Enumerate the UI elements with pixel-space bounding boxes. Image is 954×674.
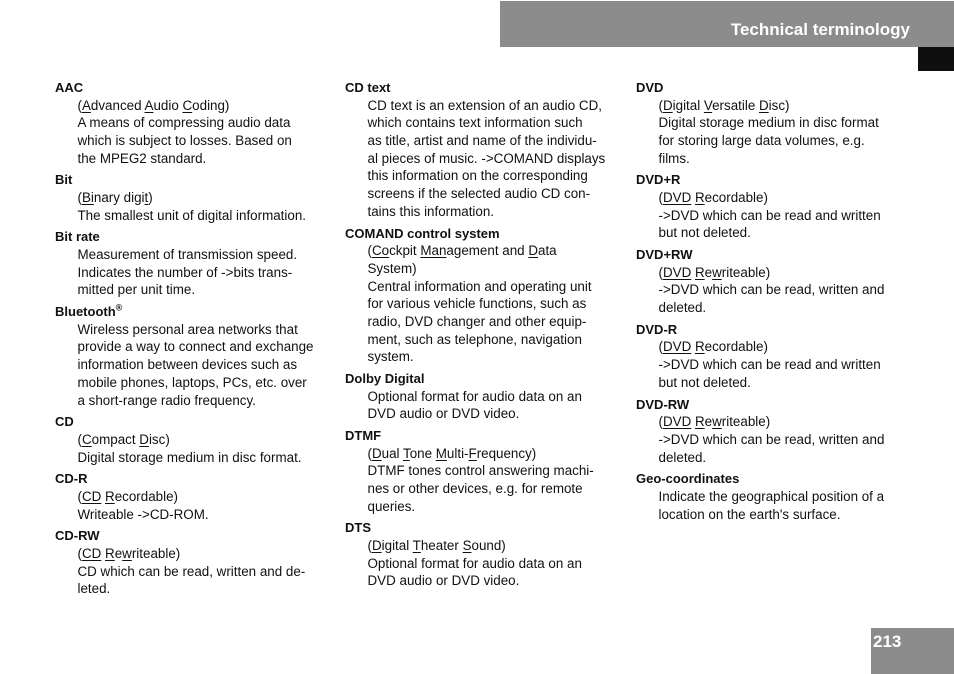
definition-line (368, 313, 636, 331)
page-title: Technical terminology (730, 20, 910, 39)
abbreviation-letter: DVD (662, 414, 692, 430)
abbreviation-letter: D (139, 431, 149, 447)
text-segment: dvanced (90, 97, 145, 113)
page-number: 213 (873, 632, 902, 651)
glossary-term-text: DTMF (345, 428, 382, 444)
abbreviation-letter: S (462, 538, 472, 554)
definition-line (368, 185, 636, 203)
text-segment: CD text is an extension of an audio CD, (367, 97, 602, 113)
glossary-term-text: DVD-R (636, 321, 678, 337)
glossary-definition (659, 338, 927, 391)
glossary-entry (55, 470, 345, 523)
definition-line (659, 299, 927, 317)
text-segment: screens if the selected audio CD con- (367, 186, 591, 202)
definition-line (659, 449, 927, 467)
text-segment: ( (77, 545, 82, 561)
definition-line (659, 413, 927, 431)
text-segment: ->DVD which can be read, written and (658, 431, 885, 447)
definition-line (368, 97, 636, 115)
text-segment: ckpit (389, 243, 421, 259)
definition-line (78, 392, 346, 410)
glossary-term-text: AAC (55, 80, 84, 95)
text-segment: which contains text information such (367, 115, 583, 131)
text-segment: riteable) (721, 414, 771, 430)
text-segment: for storing large data volumes, e.g. (658, 133, 865, 148)
definition-line (659, 488, 927, 506)
glossary-entry (55, 171, 345, 224)
glossary-definition (659, 488, 927, 523)
abbreviation-letter: C (81, 431, 92, 447)
glossary-term (636, 79, 926, 97)
text-segment: films. (658, 150, 690, 166)
glossary-entry (636, 396, 926, 467)
text-segment: Indicate the geographical position of a (658, 488, 885, 504)
text-segment: leted. (77, 581, 111, 597)
text-segment: queries. (367, 498, 416, 514)
abbreviation-letter: V (703, 97, 713, 113)
text-segment: The smallest unit of digital information. (77, 207, 306, 223)
abbreviation-letter: R (694, 339, 705, 355)
text-segment: nes or other devices, e.g. for remote (367, 481, 583, 497)
text-segment: ( (367, 243, 372, 259)
text-segment: the MPEG2 standard. (77, 150, 207, 166)
definition-line (659, 114, 927, 132)
definition-line (78, 488, 346, 506)
text-segment: ) (148, 190, 153, 205)
definition-line (78, 431, 346, 449)
abbreviation-letter: M (435, 445, 447, 461)
definition-line (368, 203, 636, 221)
text-segment: ual (381, 445, 403, 461)
abbreviation-letter: CD (81, 545, 102, 561)
abbreviation-letter: D (371, 538, 382, 554)
text-segment: provide a way to connect and exchange (77, 339, 314, 355)
abbreviation-letter: R (694, 264, 705, 280)
definition-line (78, 150, 346, 168)
glossary-term (636, 470, 926, 488)
definition-line (368, 572, 636, 590)
definition-line (78, 264, 346, 282)
glossary-definition (368, 537, 636, 590)
text-segment: System) (367, 260, 417, 276)
abbreviation-letter: D (528, 243, 538, 259)
text-segment: igital (672, 97, 704, 113)
text-segment: nary digi (93, 190, 145, 205)
definition-line (368, 278, 636, 296)
text-segment: ecordable) (704, 190, 768, 205)
glossary-column-3 (636, 79, 926, 527)
glossary-definition (78, 246, 346, 299)
abbreviation-letter: w (122, 545, 132, 561)
abbreviation-letter: R (694, 414, 705, 430)
glossary-definition (78, 321, 346, 410)
definition-line (78, 132, 346, 150)
glossary-term-text: Geo-coordinates (636, 471, 740, 487)
abbreviation-letter: A (81, 97, 91, 113)
glossary-entry (636, 171, 926, 242)
definition-line (368, 480, 636, 498)
text-segment: ( (658, 414, 663, 430)
definition-line (368, 331, 636, 349)
definition-line (78, 338, 346, 356)
text-segment: but not deleted. (658, 374, 751, 390)
definition-line (368, 445, 636, 463)
glossary-term (55, 228, 345, 246)
text-segment: for various vehicle functions, such as (367, 296, 587, 312)
definition-line (368, 462, 636, 480)
text-segment: but not deleted. (658, 225, 751, 241)
text-segment: information between devices such as (77, 357, 298, 373)
text-segment: a short-range radio frequency. (77, 392, 256, 408)
definition-line (368, 150, 636, 168)
abbreviation-letter: T (412, 538, 421, 554)
definition-line (659, 150, 927, 168)
abbreviation-letter: DVD (662, 339, 692, 355)
glossary-term-text: Bit (55, 172, 73, 188)
glossary-term-text: Bit rate (55, 229, 100, 245)
definition-line (659, 431, 927, 449)
text-segment: ( (658, 339, 663, 355)
definition-line (659, 97, 927, 115)
abbreviation-letter: Co (371, 243, 390, 259)
definition-line (368, 295, 636, 313)
definition-line (659, 207, 927, 225)
glossary-term (55, 470, 345, 488)
glossary-definition (368, 242, 636, 366)
text-segment: ecordable) (114, 488, 178, 504)
text-segment: oding) (192, 97, 230, 113)
text-segment: deleted. (658, 449, 707, 465)
definition-line (78, 563, 346, 581)
definition-line (78, 506, 346, 524)
definition-line (659, 189, 927, 207)
glossary-entry (55, 228, 345, 299)
text-segment: ersatile (712, 97, 759, 113)
glossary-term-text: DVD+RW (636, 247, 693, 263)
text-segment: ( (77, 488, 82, 504)
text-segment: ( (77, 97, 82, 113)
glossary-term (345, 79, 635, 97)
abbreviation-letter: D (759, 97, 769, 113)
glossary-term-text: CD-R (55, 471, 88, 487)
glossary-term-text: COMAND control system (345, 225, 500, 241)
definition-line (78, 449, 346, 467)
glossary-term (636, 396, 926, 414)
glossary-term-text: DVD+R (636, 172, 681, 188)
glossary-definition (659, 413, 927, 466)
text-segment: ment, such as telephone, navigation (367, 331, 582, 347)
text-segment: DVD audio or DVD video. (367, 406, 520, 422)
abbreviation-letter: w (712, 414, 722, 430)
glossary-entry (345, 79, 635, 221)
glossary-definition (78, 488, 346, 523)
text-segment: CD which can be read, written and de- (77, 563, 306, 579)
glossary-term (636, 246, 926, 264)
glossary-term (55, 303, 345, 321)
definition-line (368, 388, 636, 406)
text-segment: mitted per unit time. (77, 282, 196, 298)
glossary-entry (345, 427, 635, 515)
definition-line (78, 374, 346, 392)
glossary-term-text: Bluetooth (55, 304, 116, 320)
glossary-term-text: CD (55, 414, 74, 430)
glossary-entry (55, 303, 345, 409)
text-segment: radio, DVD changer and other equip- (367, 313, 587, 329)
text-segment: Digital storage medium in disc format. (77, 449, 302, 465)
text-segment: ->DVD which can be read and written (658, 207, 881, 223)
glossary-definition (659, 97, 927, 168)
glossary-entry (636, 321, 926, 392)
abbreviation-letter: R (105, 488, 115, 504)
text-segment: ompact (91, 431, 140, 447)
glossary-column-1 (55, 79, 345, 602)
glossary-entry (345, 225, 635, 367)
glossary-definition (368, 97, 636, 221)
text-segment: A means of compressing audio data (77, 115, 291, 131)
glossary-term (55, 171, 345, 189)
text-segment: location on the earth's surface. (658, 506, 841, 522)
text-segment: ecordable) (704, 339, 768, 355)
abbreviation-letter: T (403, 445, 410, 461)
text-segment: e (704, 414, 713, 430)
text-segment: ->DVD which can be read and written (658, 357, 881, 373)
text-segment: Writeable ->CD-ROM. (77, 506, 209, 522)
glossary-column-2 (345, 79, 635, 594)
text-segment: one (409, 445, 436, 461)
text-segment: udio (153, 97, 183, 113)
abbreviation-letter: F (468, 445, 477, 461)
definition-line (659, 338, 927, 356)
definition-line (78, 545, 346, 563)
text-segment: igital (381, 538, 413, 554)
text-segment: mobile phones, laptops, PCs, etc. over (77, 374, 307, 390)
definition-line (368, 405, 636, 423)
text-segment: ( (658, 264, 663, 280)
text-segment: heater (420, 538, 463, 554)
glossary-term (55, 413, 345, 431)
abbreviation-letter: R (694, 190, 705, 205)
text-segment: e (114, 545, 123, 561)
glossary-term-text: CD text (345, 80, 391, 95)
text-segment: Measurement of transmission speed. (77, 247, 298, 262)
text-segment: Central information and operating unit (367, 278, 592, 294)
definition-line (368, 537, 636, 555)
text-segment: isc) (148, 431, 170, 447)
definition-line (78, 189, 346, 207)
definition-line (78, 207, 346, 225)
glossary-term (345, 225, 635, 243)
text-segment: agement and (446, 243, 529, 259)
text-segment: as title, artist and name of the individu- (367, 133, 597, 148)
glossary-term (55, 527, 345, 545)
definition-line (659, 374, 927, 392)
glossary-term-text: Dolby Digital (345, 371, 425, 387)
definition-line (78, 580, 346, 598)
glossary-term-text: DTS (345, 520, 371, 536)
glossary-entry (55, 79, 345, 167)
definition-line (368, 167, 636, 185)
glossary-definition (78, 97, 346, 168)
header-bar (500, 1, 954, 47)
definition-line (78, 281, 346, 299)
abbreviation-letter: A (144, 97, 154, 113)
abbreviation-letter: t (144, 190, 149, 205)
definition-line (368, 555, 636, 573)
abbreviation-letter: DVD (662, 264, 692, 280)
glossary-term-text: DVD (636, 80, 664, 95)
abbreviation-letter: R (105, 545, 115, 561)
abbreviation-letter: DVD (662, 190, 692, 205)
text-segment: Optional format for audio data on an (367, 555, 582, 571)
glossary-definition (368, 445, 636, 516)
definition-line (659, 224, 927, 242)
glossary-term-text: CD-RW (55, 528, 100, 544)
text-segment: riteable) (131, 545, 181, 561)
definition-line (659, 132, 927, 150)
text-segment: this information on the corresponding (367, 168, 588, 184)
definition-line (78, 246, 346, 264)
glossary-term (55, 79, 345, 97)
glossary-definition (659, 264, 927, 317)
text-segment: system. (367, 349, 414, 365)
abbreviation-letter: Bi (81, 190, 94, 205)
glossary-definition (78, 431, 346, 466)
abbreviation-letter: D (371, 445, 382, 461)
glossary-entry (636, 79, 926, 167)
glossary-definition (368, 388, 636, 423)
glossary-term (345, 519, 635, 537)
text-segment: Wireless personal area networks that (77, 321, 298, 337)
definition-line (659, 281, 927, 299)
text-segment: ( (367, 445, 372, 461)
definition-line (78, 97, 346, 115)
glossary-entry (636, 470, 926, 523)
text-segment: tains this information. (367, 203, 495, 219)
text-segment: ( (658, 190, 663, 205)
glossary-entry (55, 413, 345, 466)
glossary-definition (78, 545, 346, 598)
text-segment: ata (538, 243, 557, 259)
definition-line (78, 321, 346, 339)
glossary-entry (636, 246, 926, 317)
glossary-definition (659, 189, 927, 242)
text-segment: ( (367, 538, 372, 554)
definition-line (659, 506, 927, 524)
text-segment: ( (658, 97, 663, 113)
glossary-term (345, 370, 635, 388)
text-segment: isc) (768, 97, 790, 113)
definition-line (78, 356, 346, 374)
abbreviation-letter: Man (420, 243, 447, 259)
abbreviation-letter: CD (81, 488, 102, 504)
section-tab-marker (918, 47, 954, 71)
registered-mark: ® (115, 302, 123, 313)
text-segment: al pieces of music. ->COMAND displays (367, 150, 606, 166)
text-segment: which is subject to losses. Based on (77, 133, 292, 148)
abbreviation-letter: D (662, 97, 673, 113)
glossary-term (636, 171, 926, 189)
definition-line (368, 114, 636, 132)
glossary-term-text: DVD-RW (636, 396, 690, 412)
abbreviation-letter: w (712, 264, 722, 280)
text-segment: ound) (471, 538, 506, 554)
definition-line (368, 132, 636, 150)
glossary-definition (78, 189, 346, 224)
text-segment: requency) (476, 445, 537, 461)
definition-line (368, 242, 636, 260)
text-segment: e (704, 264, 713, 280)
definition-line (659, 264, 927, 282)
definition-line (368, 498, 636, 516)
page-number-box (871, 628, 954, 674)
text-segment: Digital storage medium in disc format (658, 115, 879, 131)
text-segment: DVD audio or DVD video. (367, 573, 520, 589)
text-segment: Optional format for audio data on an (367, 388, 582, 404)
definition-line (78, 114, 346, 132)
definition-line (368, 260, 636, 278)
glossary-term (636, 321, 926, 339)
text-segment: Indicates the number of ->bits trans- (77, 264, 293, 280)
text-segment: ulti- (446, 445, 469, 461)
definition-line (368, 348, 636, 366)
glossary-term (345, 427, 635, 445)
text-segment: riteable) (721, 264, 771, 280)
text-segment: deleted. (658, 300, 707, 316)
glossary-entry (55, 527, 345, 598)
glossary-entry (345, 519, 635, 590)
abbreviation-letter: C (182, 97, 193, 113)
glossary-entry (345, 370, 635, 423)
text-segment: DTMF tones control answering machi- (367, 463, 594, 479)
definition-line (659, 356, 927, 374)
text-segment: ( (77, 431, 82, 447)
text-segment: ->DVD which can be read, written and (658, 282, 885, 298)
text-segment: ( (77, 190, 82, 205)
